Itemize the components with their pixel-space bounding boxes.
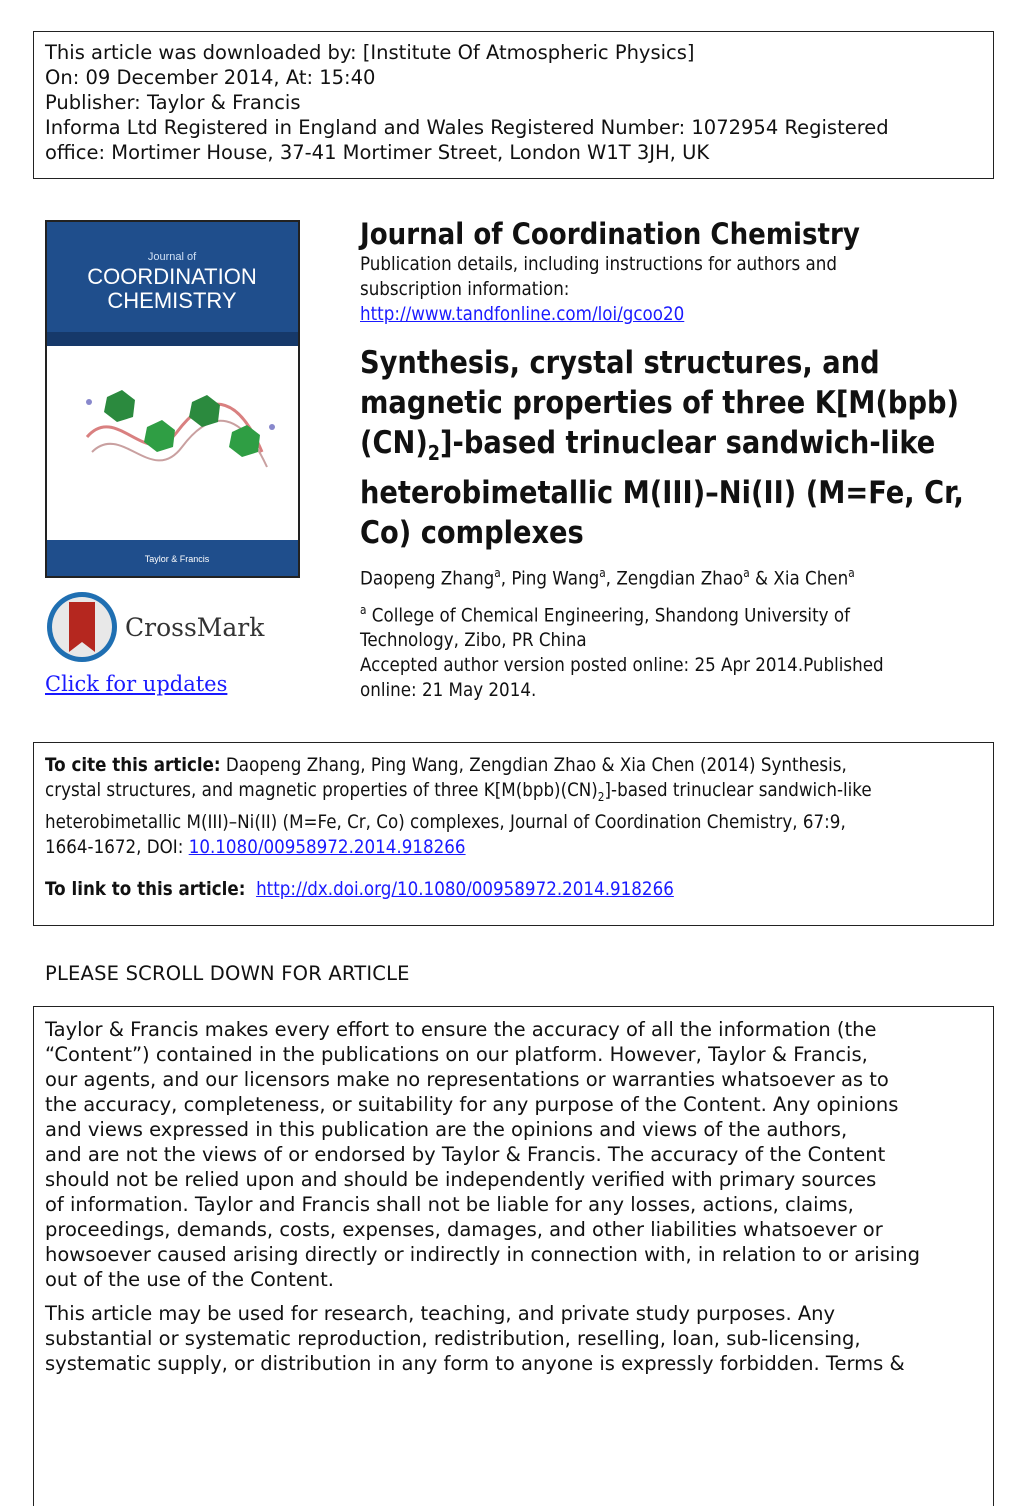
terms-paragraph-2: This article may be used for research, teaching, and private study purposes. Any substantial or systematic reproduction, redistribution, reselling, loan, sub-licensing, systematic supply, or distribution in any form to anyone is expressly forbidden. Terms & (45, 1302, 905, 1375)
article-header (360, 216, 990, 703)
molecule-illustration (86, 390, 275, 467)
download-line: This article was downloaded by: [Institute Of Atmospheric Physics] (45, 41, 695, 64)
download-line: On: 09 December 2014, At: 15:40 (45, 66, 376, 89)
scroll-notice: PLEASE SCROLL DOWN FOR ARTICLE (45, 962, 410, 985)
cite-label: To cite this article: (45, 754, 221, 776)
author: Ping Wang (511, 567, 600, 590)
author: Zengdian Zhao (616, 567, 744, 590)
download-line: Informa Ltd Registered in England and Wales Registered Number: 1072954 Registered (45, 116, 889, 139)
publication-details: Publication details, including instructions for authors and (360, 253, 837, 275)
download-line: Publisher: Taylor & Francis (45, 91, 301, 114)
publication-details-cont: subscription information: (360, 278, 570, 300)
citation-box: To cite this article: Daopeng Zhang, Ping Wang, Zengdian Zhao & Xia Chen (2014) Synthesis, crystal structures, and magnetic properties of three $K[M(bpb)(CN)_2]$-based trinuclear sandwich-like heterobimetallic M(III)–Ni(II) (M=Fe, Cr, Co) complexes, Journal of Coordination Chemistry, 67:9, 1664-1672, DOI: 10.1080/00958972.2014.918266 To link to this article: http://dx.doi.org/10.1080/00958972.2014.918266 (33, 742, 994, 926)
author-list: Daopeng Zhang$^a$, Ping Wang$^a$, Zengdian Zhao$^a$ & Xia Chen$^a$ (360, 566, 855, 590)
cover-title-line1: COORDINATION (87, 264, 257, 289)
click-for-updates-link[interactable]: Click for updates (45, 672, 228, 696)
journal-title: Journal of Coordination Chemistry (360, 217, 860, 251)
doi-link[interactable]: 10.1080/00958972.2014.918266 (188, 835, 466, 858)
cover-art (47, 222, 298, 576)
cover-publisher: Taylor & Francis (144, 554, 210, 564)
cover-journal-of: Journal of (147, 251, 197, 263)
accepted-date: Accepted author version posted online: 25 Apr 2014.Published (360, 653, 884, 676)
link-label: To link to this article: (45, 877, 246, 900)
cover-title-line2: CHEMISTRY (107, 288, 237, 313)
journal-cover-image (45, 220, 300, 578)
terms-paragraph-1: Taylor & Francis makes every effort to ensure the accuracy of all the information (the “Content”) contained in the publications on our platform. However, Taylor & Francis, our agents, and our licensors make no representations or warranties whatsoever as to the accuracy, completeness, or suitability for any purpose of the Content. Any opinions and views expressed in this publication are the opinions and views of the authors, and are not the views of or endorsed by Taylor & Francis. The accuracy of the Content should not be relied upon and should be independently verified with primary sources of information. Taylor and Francis shall not be liable for any losses, actions, claims, proceedings, demands, costs, expenses, damages, and other liabilities whatsoever or howsoever caused arising directly or indirectly in connection with, in relation to or arising out of the use of the Content. (45, 1018, 920, 1291)
article-title: Synthesis, crystal structures, and magnetic properties of three K[M(bpb) $(CN)_2$]-based trinuclear sandwich-like heterobimetallic M(III)–Ni(II) (M=Fe, Cr, Co) complexes (360, 345, 964, 552)
crossmark-label: CrossMark (125, 613, 265, 642)
affiliation: $^a$ College of Chemical Engineering, Shandong University of (360, 602, 850, 626)
author: Daopeng Zhang (360, 567, 495, 590)
crossmark-badge[interactable] (45, 590, 265, 666)
author: Xia Chen (773, 567, 849, 590)
download-line: office: Mortimer House, 37-41 Mortimer Street, London W1T 3JH, UK (45, 141, 710, 164)
journal-url-link[interactable]: http://www.tandfonline.com/loi/gcoo20 (360, 303, 685, 325)
download-info-box (33, 31, 994, 179)
terms-box (33, 1006, 994, 1506)
article-url-link[interactable]: http://dx.doi.org/10.1080/00958972.2014.918266 (256, 877, 674, 900)
affiliation-cont: Technology, Zibo, PR China (360, 628, 587, 651)
published-date: online: 21 May 2014. (360, 678, 537, 701)
